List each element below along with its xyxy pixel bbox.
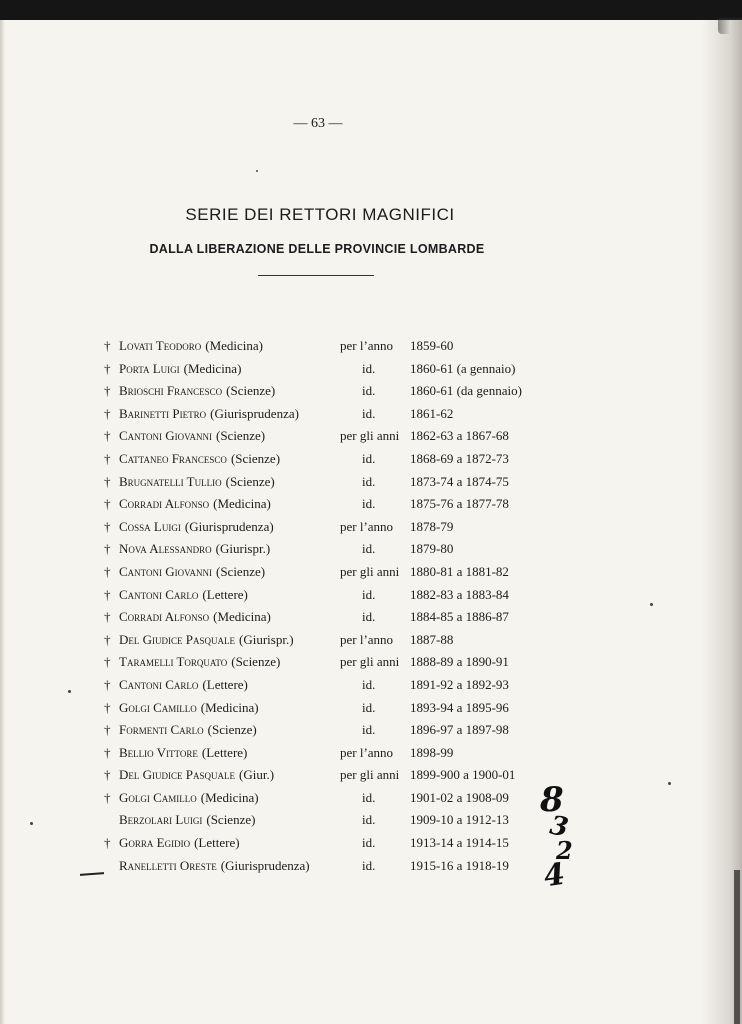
rector-name: Brioschi Francesco: [119, 383, 223, 399]
deceased-dagger-icon: †: [104, 541, 111, 557]
deceased-dagger-icon: †: [104, 631, 111, 647]
rector-years: 1884-85 a 1886-87: [410, 609, 509, 625]
rector-name-faculty: [119, 428, 265, 444]
rector-row: [100, 338, 580, 361]
scan-speck: [68, 690, 71, 693]
rector-period-label: id.: [362, 586, 376, 602]
rector-years: 1860-61 (a gennaio): [410, 360, 516, 376]
rector-period-label: per gli anni: [340, 654, 400, 670]
rector-name: Berzolari Luigi: [119, 812, 203, 828]
rector-row: [100, 428, 580, 451]
deceased-dagger-icon: †: [104, 563, 111, 579]
rector-name-faculty: [119, 383, 275, 399]
rector-faculty: (Medicina): [213, 496, 271, 512]
rector-name-faculty: [119, 406, 299, 422]
rector-period-label: id.: [362, 405, 376, 421]
rector-name-faculty: [119, 745, 247, 761]
deceased-dagger-icon: †: [104, 450, 111, 466]
deceased-dagger-icon: †: [104, 744, 111, 760]
rector-faculty: (Giurispr.): [239, 631, 294, 647]
rector-name: Golgi Camillo: [119, 699, 197, 715]
rector-years: 1861-62: [410, 405, 454, 421]
rector-years: 1873-74 a 1874-75: [410, 473, 509, 489]
rector-row: [100, 812, 580, 835]
deceased-dagger-icon: †: [104, 676, 111, 692]
rector-years: 1879-80: [410, 541, 454, 557]
rector-faculty: (Giurisprudenza): [220, 857, 310, 873]
rector-faculty: (Scienze): [230, 450, 281, 466]
rector-name: Formenti Carlo: [119, 722, 204, 738]
deceased-dagger-icon: †: [104, 609, 111, 625]
rector-name: Cantoni Giovanni: [119, 563, 212, 579]
rector-name: Nova Alessandro: [119, 541, 212, 557]
rector-row: [100, 564, 580, 587]
rector-name: Bellio Vittore: [119, 744, 198, 760]
handwritten-number-1: 8: [540, 780, 564, 820]
rector-faculty: (Medicina): [205, 338, 263, 353]
rector-years: 1888-89 a 1890-91: [410, 654, 509, 670]
deceased-dagger-icon: †: [104, 586, 111, 602]
deceased-dagger-icon: †: [104, 496, 111, 512]
rector-years: 1859-60: [410, 338, 454, 353]
rector-faculty: (Giur.): [239, 767, 275, 783]
rector-years: 1899-900 a 1900-01: [410, 767, 516, 783]
page-title: SERIE DEI RETTORI MAGNIFICI: [185, 205, 455, 224]
rector-faculty: (Medicina): [213, 609, 271, 625]
rector-period-label: id.: [362, 699, 376, 715]
rector-name-faculty: [119, 338, 263, 354]
rector-years: 1868-69 a 1872-73: [410, 450, 509, 466]
rector-faculty: (Scienze): [206, 812, 256, 828]
rector-row: [100, 383, 580, 406]
rector-period-label: per l’anno: [340, 631, 394, 647]
deceased-dagger-icon: †: [104, 360, 111, 376]
rector-years: 1891-92 a 1892-93: [410, 676, 509, 692]
rector-period-label: id.: [362, 541, 376, 557]
rector-years: 1915-16 a 1918-19: [410, 857, 509, 873]
scan-top-border: [0, 0, 742, 20]
deceased-dagger-icon: †: [104, 767, 111, 783]
rector-row: [100, 406, 580, 429]
rector-period-label: per l’anno: [340, 744, 394, 760]
rector-years: 1898-99: [410, 744, 454, 760]
rector-row: [100, 858, 580, 881]
rector-period-label: id.: [362, 383, 376, 399]
rector-period-label: id.: [362, 450, 376, 466]
rector-name: Cattaneo Francesco: [119, 450, 227, 466]
rector-name-faculty: [119, 835, 240, 851]
deceased-dagger-icon: †: [104, 383, 111, 399]
rectors-list: [100, 338, 580, 880]
rector-faculty: (Scienze): [231, 654, 281, 670]
rector-name-faculty: [119, 790, 259, 806]
rector-years: 1860-61 (da gennaio): [410, 383, 522, 399]
rector-name-faculty: [119, 541, 270, 557]
deceased-dagger-icon: †: [104, 518, 111, 534]
deceased-dagger-icon: †: [104, 699, 111, 715]
rector-name-faculty: [119, 858, 310, 874]
deceased-dagger-icon: †: [104, 722, 111, 738]
rector-name: Del Giudice Pasquale: [119, 767, 235, 783]
rector-name-faculty: [119, 587, 248, 603]
handwritten-number-2: 3: [547, 810, 571, 844]
rector-years: 1862-63 a 1867-68: [410, 428, 509, 444]
rector-years: 1878-79: [410, 518, 454, 534]
rector-faculty: (Medicina): [200, 789, 259, 805]
rector-name-faculty: [119, 496, 271, 512]
rector-name: Taramelli Torquato: [119, 654, 228, 670]
rector-row: [100, 632, 580, 655]
rector-period-label: id.: [362, 722, 376, 738]
rector-name-faculty: [119, 564, 265, 580]
rector-name-faculty: [119, 767, 274, 783]
deceased-dagger-icon: †: [104, 789, 111, 805]
rector-row: [100, 700, 580, 723]
rector-name-faculty: [119, 361, 241, 377]
handwritten-number-3: 2: [556, 836, 573, 865]
rector-years: 1909-10 a 1912-13: [410, 812, 509, 828]
rector-years: 1893-94 a 1895-96: [410, 699, 509, 715]
rector-period-label: per gli anni: [340, 767, 400, 783]
rector-row: [100, 677, 580, 700]
rector-period-label: per l’anno: [340, 338, 394, 353]
rector-faculty: (Giurisprudenza): [210, 405, 299, 421]
deceased-dagger-icon: †: [104, 428, 111, 444]
rector-row: [100, 790, 580, 813]
rector-period-label: id.: [362, 789, 376, 805]
rector-period-label: per gli anni: [340, 563, 400, 579]
rector-name-faculty: [119, 677, 248, 693]
rector-faculty: (Scienze): [207, 722, 257, 738]
rector-faculty: (Medicina): [200, 699, 259, 715]
scan-right-strip: [734, 870, 740, 1024]
rector-faculty: (Lettere): [194, 835, 240, 851]
rector-period-label: id.: [362, 496, 376, 512]
rector-years: 1882-83 a 1883-84: [410, 586, 509, 602]
rector-name-faculty: [119, 632, 294, 648]
rector-years: 1913-14 a 1914-15: [410, 835, 509, 851]
scan-speck: [668, 782, 671, 785]
rector-name-faculty: [119, 519, 274, 535]
rector-name: Golgi Camillo: [119, 789, 197, 805]
scan-speck: [256, 170, 258, 172]
rector-faculty: (Scienze): [215, 428, 266, 444]
rector-name: Cossa Luigi: [119, 518, 181, 534]
rector-row: [100, 496, 580, 519]
scan-speck: [30, 822, 33, 825]
rector-row: [100, 722, 580, 745]
rector-years: 1875-76 a 1877-78: [410, 496, 509, 512]
rector-row: [100, 519, 580, 542]
deceased-dagger-icon: †: [104, 835, 111, 851]
rector-name: Del Giudice Pasquale: [119, 631, 235, 647]
rector-name-faculty: [119, 722, 257, 738]
rector-faculty: (Lettere): [201, 744, 248, 760]
rector-name-faculty: [119, 812, 255, 828]
rector-row: [100, 541, 580, 564]
rector-row: [100, 361, 580, 384]
rector-name-faculty: [119, 474, 275, 490]
rector-name-faculty: [119, 700, 259, 716]
rector-period-label: id.: [362, 360, 376, 376]
rector-name: Corradi Alfonso: [119, 496, 210, 512]
rector-faculty: (Giurisprudenza): [184, 518, 274, 534]
deceased-dagger-icon: †: [104, 654, 111, 670]
rector-faculty: (Scienze): [226, 383, 276, 399]
rector-row: [100, 745, 580, 768]
rector-name: Corradi Alfonso: [119, 609, 210, 625]
rector-row: [100, 654, 580, 677]
deceased-dagger-icon: †: [104, 473, 111, 489]
rector-faculty: (Lettere): [202, 676, 248, 692]
rector-row: [100, 587, 580, 610]
page-subtitle: DALLA LIBERAZIONE DELLE PROVINCIE LOMBARDE: [149, 242, 485, 256]
rector-period-label: id.: [362, 812, 376, 828]
rector-faculty: (Scienze): [225, 473, 275, 489]
rector-name-faculty: [119, 609, 271, 625]
rector-name: Ranelletti Oreste: [119, 857, 217, 873]
rector-name: Lovati Teodoro: [119, 338, 202, 353]
rector-period-label: id.: [362, 835, 376, 851]
page-left-edge: [0, 20, 5, 1024]
rector-name: Cantoni Carlo: [119, 676, 199, 692]
rector-name: Barinetti Pietro: [119, 405, 207, 421]
page-number: — 63 —: [293, 116, 343, 131]
rector-period-label: id.: [362, 473, 376, 489]
rector-years: 1901-02 a 1908-09: [410, 789, 509, 805]
rector-years: 1880-81 a 1881-82: [410, 563, 509, 579]
rector-faculty: (Scienze): [215, 563, 266, 579]
rector-row: [100, 474, 580, 497]
rector-row: [100, 609, 580, 632]
rector-period-label: per l’anno: [340, 518, 394, 534]
scan-speck: [650, 603, 653, 606]
handwritten-number-4: 4: [541, 856, 568, 895]
title-divider: [258, 275, 374, 276]
rector-faculty: (Giurispr.): [215, 541, 271, 557]
rector-name: Gorra Egidio: [119, 835, 191, 851]
deceased-dagger-icon: †: [104, 338, 111, 353]
rector-years: 1896-97 a 1897-98: [410, 722, 509, 738]
rector-faculty: (Lettere): [202, 586, 248, 602]
rector-faculty: (Medicina): [183, 360, 242, 376]
rector-period-label: id.: [362, 676, 376, 692]
rector-row: [100, 451, 580, 474]
rector-period-label: id.: [362, 857, 376, 873]
deceased-dagger-icon: †: [104, 405, 111, 421]
rector-period-label: id.: [362, 609, 376, 625]
rector-name-faculty: [119, 451, 280, 467]
rector-period-label: per gli anni: [340, 428, 400, 444]
rector-name: Brugnatelli Tullio: [119, 473, 222, 489]
rector-name: Cantoni Giovanni: [119, 428, 212, 444]
rector-name: Porta Luigi: [119, 360, 180, 376]
rector-name-faculty: [119, 654, 280, 670]
rector-row: [100, 767, 580, 790]
rector-row: [100, 835, 580, 858]
rector-years: 1887-88: [410, 631, 454, 647]
rector-name: Cantoni Carlo: [119, 586, 199, 602]
